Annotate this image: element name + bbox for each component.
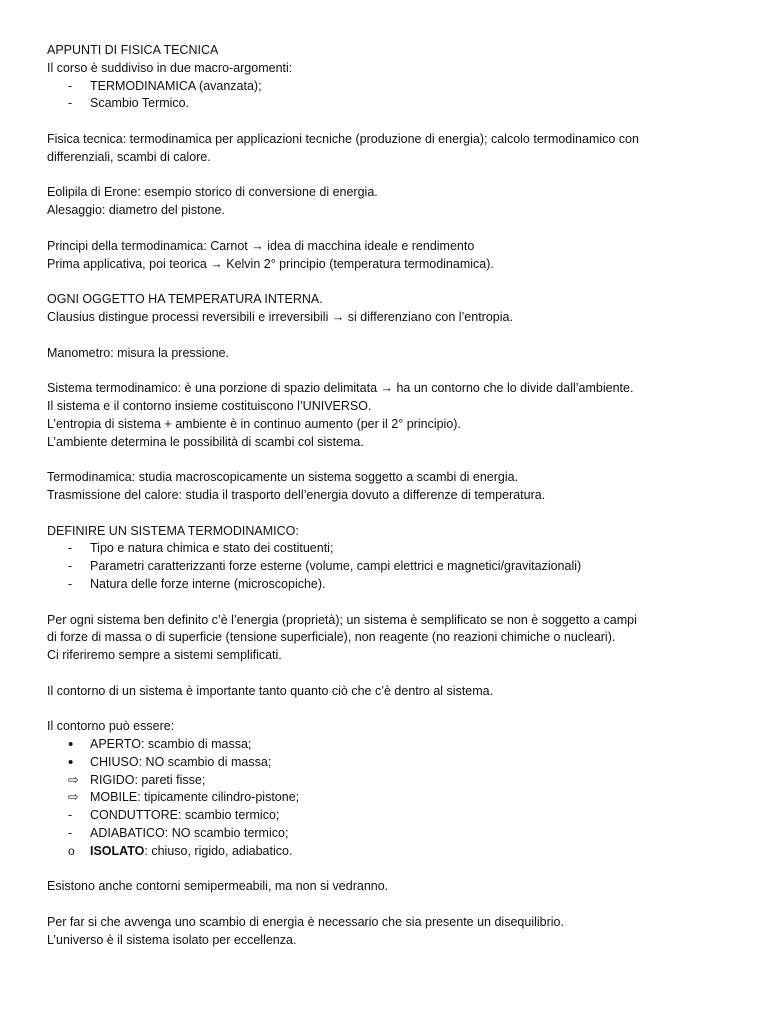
dash-bullet-icon: -	[68, 541, 73, 556]
blank-line	[47, 594, 738, 612]
list-item	[47, 807, 738, 825]
text-line: Sistema termodinamico: è una porzione di spazio delimitata → ha un contorno che lo divide dall’ambiente.	[47, 381, 634, 396]
paragraph	[47, 612, 738, 665]
paragraph	[47, 683, 738, 701]
bullet-list	[47, 540, 738, 593]
text-line: di forze di massa o di superficie (tensione superficiale), non reagente (no reazioni chimiche o nucleari).	[47, 630, 616, 645]
text-line: Prima applicativa, poi teorica → Kelvin 2° principio (temperatura termodinamica).	[47, 256, 494, 271]
blank-line	[47, 505, 738, 523]
text-line: Il contorno può essere:	[47, 719, 175, 734]
text-line: Esistono anche contorni semipermeabili, ma non si vedranno.	[47, 879, 389, 894]
dot-bullet-icon: •	[68, 753, 74, 771]
text-line: Il corso è suddiviso in due macro-argomenti:	[47, 60, 293, 75]
circle-bullet-icon: o	[68, 843, 75, 858]
dash-bullet-icon: -	[68, 576, 73, 591]
text-line: Alesaggio: diametro del pistone.	[47, 203, 225, 218]
paragraph	[47, 131, 738, 167]
blank-line	[47, 167, 738, 185]
text-line: Clausius distingue processi reversibili e irreversibili → si differenziano con l’entropia.	[47, 309, 513, 324]
list-item-description: MOBILE: tipicamente cilindro-pistone;	[90, 790, 300, 805]
bullet-list	[47, 78, 738, 114]
paragraph	[47, 345, 738, 363]
text-line: differenziali, scambi di calore.	[47, 149, 211, 164]
paragraph	[47, 60, 738, 78]
list-item-description: TERMODINAMICA (avanzata);	[90, 78, 262, 93]
dash-bullet-icon: -	[68, 78, 73, 93]
list-item	[47, 772, 738, 790]
list-item	[47, 843, 738, 861]
list-item-description: CONDUTTORE: scambio termico;	[90, 808, 280, 823]
list-item	[47, 95, 738, 113]
text-line: DEFINIRE UN SISTEMA TERMODINAMICO:	[47, 523, 299, 538]
list-item-text	[90, 772, 205, 790]
dash-bullet-icon: -	[68, 96, 73, 111]
list-item-description: : chiuso, rigido, adiabatico.	[144, 843, 293, 858]
blank-line	[47, 700, 738, 718]
document-body	[47, 42, 738, 950]
list-item	[47, 576, 738, 594]
paragraph	[47, 914, 738, 950]
paragraph	[47, 291, 738, 327]
list-item-text	[90, 540, 333, 558]
blank-line	[47, 665, 738, 683]
text-line: Per far si che avvenga uno scambio di energia è necessario che sia presente un disequilibrio.	[47, 915, 564, 930]
blank-line	[47, 896, 738, 914]
paragraph	[47, 718, 738, 736]
document-title	[47, 42, 738, 60]
list-item-text	[90, 754, 271, 772]
text-line: Per ogni sistema ben definito c’è l’energia (proprietà); un sistema è semplificato se non è soggetto a campi	[47, 612, 637, 627]
paragraph	[47, 238, 738, 274]
text-line: Il contorno di un sistema è importante tanto quanto ciò che c’è dentro al sistema.	[47, 683, 494, 698]
list-item	[47, 78, 738, 96]
text-line: APPUNTI DI FISICA TECNICA	[47, 43, 219, 57]
text-line: Fisica tecnica: termodinamica per applicazioni tecniche (produzione di energia); calcolo termodinamico con	[47, 131, 639, 146]
text-line: L’ambiente determina le possibilità di scambi col sistema.	[47, 434, 364, 449]
list-item-description: CHIUSO: NO scambio di massa;	[90, 754, 272, 769]
list-item-text	[90, 558, 581, 576]
list-item	[47, 558, 738, 576]
blank-line	[47, 451, 738, 469]
text-line: L’entropia di sistema + ambiente è in continuo aumento (per il 2° principio).	[47, 416, 461, 431]
dash-bullet-icon: -	[68, 559, 73, 574]
list-item-text	[90, 843, 292, 861]
list-item-text	[90, 807, 279, 825]
list-item-text	[90, 736, 251, 754]
list-item-description: RIGIDO: pareti fisse;	[90, 772, 206, 787]
paragraph	[47, 878, 738, 896]
text-line: Ci riferiremo sempre a sistemi semplificati.	[47, 648, 282, 663]
list-item-text	[90, 825, 288, 843]
list-item-description: ADIABATICO: NO scambio termico;	[90, 826, 289, 841]
list-item-text	[90, 95, 189, 113]
text-line: L’universo è il sistema isolato per eccellenza.	[47, 932, 297, 947]
blank-line	[47, 113, 738, 131]
paragraph	[47, 380, 738, 451]
list-item	[47, 789, 738, 807]
paragraph	[47, 469, 738, 505]
list-item	[47, 540, 738, 558]
list-item-text	[90, 789, 299, 807]
list-item-description: Parametri caratterizzanti forze esterne (volume, campi elettrici e magnetici/gravitazionali)	[90, 559, 582, 574]
arrow-bullet-icon: ⇨	[68, 790, 79, 805]
list-item	[47, 825, 738, 843]
list-item-description: Natura delle forze interne (microscopiche).	[90, 576, 326, 591]
text-line: Manometro: misura la pressione.	[47, 345, 230, 360]
list-item-text	[90, 576, 326, 594]
bullet-list	[47, 736, 738, 861]
paragraph	[47, 523, 738, 541]
list-item-description: Tipo e natura chimica e stato dei costituenti;	[90, 541, 334, 556]
list-item-bold-term: ISOLATO	[90, 843, 145, 858]
list-item	[47, 754, 738, 772]
dot-bullet-icon: •	[68, 736, 74, 754]
list-item-text	[90, 78, 262, 96]
blank-line	[47, 362, 738, 380]
dash-bullet-icon: -	[68, 826, 73, 841]
text-line: Eolipila di Erone: esempio storico di conversione di energia.	[47, 185, 378, 200]
list-item	[47, 736, 738, 754]
blank-line	[47, 273, 738, 291]
blank-line	[47, 861, 738, 879]
text-line: Il sistema e il contorno insieme costituiscono l’UNIVERSO.	[47, 398, 372, 413]
text-line: Termodinamica: studia macroscopicamente un sistema soggetto a scambi di energia.	[47, 470, 519, 485]
list-item-description: APERTO: scambio di massa;	[90, 737, 252, 752]
dash-bullet-icon: -	[68, 808, 73, 823]
blank-line	[47, 220, 738, 238]
text-line: Principi della termodinamica: Carnot → idea di macchina ideale e rendimento	[47, 238, 475, 253]
text-line: OGNI OGGETTO HA TEMPERATURA INTERNA.	[47, 292, 323, 307]
text-line: Trasmissione del calore: studia il trasporto dell’energia dovuto a differenze di temperatura.	[47, 487, 546, 502]
paragraph	[47, 184, 738, 220]
blank-line	[47, 327, 738, 345]
arrow-bullet-icon: ⇨	[68, 772, 79, 787]
list-item-description: Scambio Termico.	[90, 96, 190, 111]
